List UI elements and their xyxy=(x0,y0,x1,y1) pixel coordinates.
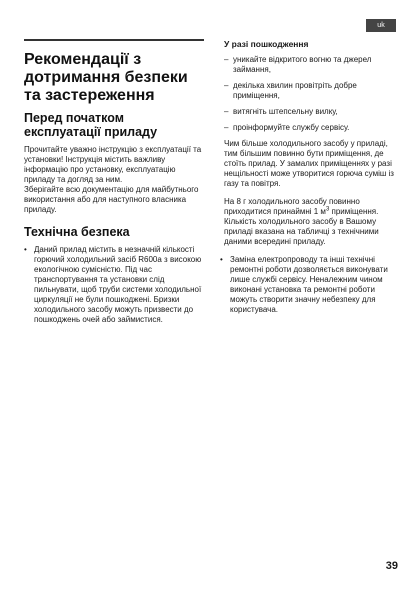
left-column xyxy=(24,39,204,325)
refrigerant-amount-text: На 8 г холодильного засобу повинно приходитися принаймні 1 м xyxy=(224,197,360,216)
tech-safety-heading: Технічна безпека xyxy=(24,225,130,239)
damage-heading: У разі пошкодження xyxy=(224,39,309,49)
right-column xyxy=(220,39,395,315)
language-badge: uk xyxy=(366,19,396,32)
cubic-superscript: 3 xyxy=(325,206,330,213)
list-item: • Заміна електропроводу та інші технічні ремонтні роботи дозволяється виконувати лише службі сервісу. Неналежним чином виконані установка та ремонтні роботи можуть створити значну небезпеку для користувача. xyxy=(220,255,395,315)
tech-safety-list xyxy=(24,245,204,325)
refrigerant-amount-text-continued: приміщення. Кількість холодильного засобу в Вашому приладі вказана на табличці з технічними даними всередині приладу. xyxy=(224,207,379,246)
refrigerant-amount-paragraph xyxy=(224,197,395,247)
page-number: 39 xyxy=(385,560,398,572)
before-use-paragraph-2: Зберігайте всю документацію для майбутнього використання або для наступного власника приладу. xyxy=(24,185,199,214)
list-item: – витягніть штепсельну вилку, xyxy=(220,107,395,117)
room-size-paragraph: Чим більше холодильного засобу у приладі, тим більшим повинно бути приміщення, де стоїть прилад. У замалих приміщеннях у разі нещільності може утворитися горюча суміш із газу та повітря. xyxy=(224,139,394,188)
title-rule xyxy=(24,39,204,41)
list-item: – проінформуйте службу сервісу. xyxy=(220,123,395,133)
damage-list xyxy=(220,55,395,133)
before-use-paragraph-1: Прочитайте уважно інструкцію з експлуатації та установки! Інструкція містить важливу інформацію про установку, експлуатацію приладу та догляд за ним. xyxy=(24,145,202,184)
before-use-heading: Перед початком експлуатації приладу xyxy=(24,111,158,139)
service-list xyxy=(220,255,395,315)
list-item: – уникайте відкритого вогню та джерел займання, xyxy=(220,55,395,75)
page-title: Рекомендації з дотримання безпеки та застереження xyxy=(24,51,188,104)
list-item: • Даний прилад містить в незначній кількості горючий холодильний засіб R600a з високою екологічною сумісністю. Під час транспортування та установки слід пильнувати, щоб труби системи холодильної циркуляції не були пошкоджені. Бризки холодильного засобу можуть призвести до пошкоджень очей або займистися. xyxy=(24,245,204,325)
list-item: – декілька хвилин провітріть добре приміщення, xyxy=(220,81,395,101)
